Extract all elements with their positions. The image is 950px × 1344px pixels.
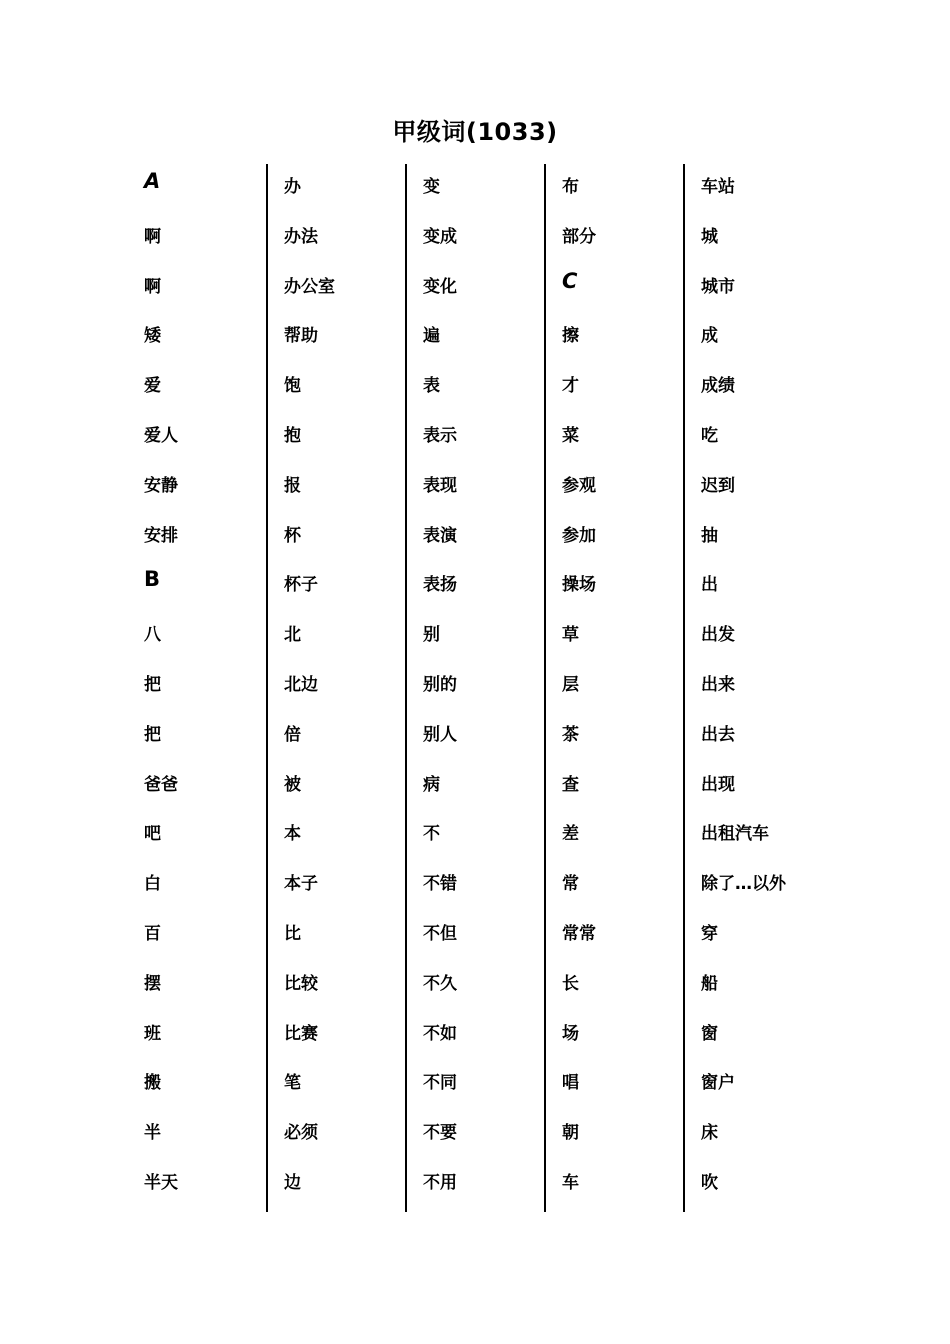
vocab-word: 操场 [562,575,596,596]
vocab-word: 出现 [701,774,735,795]
vocab-word: 布 [562,177,579,197]
vocab-word: 车站 [701,177,735,197]
vocab-word: 笔 [284,1073,301,1094]
vocab-word: 出 [701,575,718,596]
vocab-word: 把 [144,724,161,745]
vocab-word: 城市 [701,276,735,297]
vocab-word: 班 [144,1023,161,1044]
vocab-word: 杯 [284,525,301,546]
vocab-word: 不 [423,824,440,845]
column-divider [683,164,685,1212]
vocab-word: 草 [562,625,579,646]
word-column-3 [423,164,543,1212]
page-title: 甲级词(1033) [392,118,558,146]
vocab-word: 层 [562,674,579,695]
vocab-word: 吧 [144,824,161,845]
vocab-word: 变成 [423,226,457,247]
vocab-word: 比较 [284,973,318,994]
vocab-word: 唱 [562,1073,579,1094]
vocab-word: 窗 [701,1023,718,1044]
vocab-word: 窗户 [701,1073,735,1094]
section-letter: B [144,567,161,592]
vocab-word: 白 [144,874,161,895]
section-letter: C [562,268,578,293]
vocab-word: 表现 [423,475,457,496]
vocab-word: 菜 [562,425,579,446]
vocab-word: 表演 [423,525,457,546]
vocab-word: 穿 [701,923,718,944]
vocab-word: 成绩 [701,376,735,397]
vocab-word: 北边 [284,674,318,695]
vocab-word: 城 [701,226,718,247]
vocab-word: 朝 [562,1123,579,1144]
vocab-word: 迟到 [701,475,735,496]
vocab-word: 别的 [423,674,457,695]
vocab-word: 比赛 [284,1023,318,1044]
vocab-word: 爱 [144,376,161,397]
vocab-word: 抱 [284,425,301,446]
vocab-word: 北 [284,625,301,646]
vocab-word: 船 [701,973,718,994]
vocab-word: 边 [284,1172,301,1193]
vocab-word: 本子 [284,874,318,895]
vocab-word: 办法 [284,226,318,247]
vocab-word: 除了…以外 [701,874,786,895]
vocab-word: 常常 [562,923,596,944]
vocab-word: 饱 [284,376,301,397]
vocab-word: 爸爸 [144,774,178,795]
vocab-word: 必须 [284,1123,318,1144]
vocab-word: 抽 [701,525,718,546]
vocab-word: 比 [284,923,301,944]
vocab-word: 出租汽车 [701,824,769,845]
vocab-word: 办公室 [284,276,335,297]
vocab-word: 场 [562,1023,579,1044]
vocab-word: 啊 [144,276,161,297]
vocab-word: 出去 [701,724,735,745]
vocab-word: 别人 [423,724,457,745]
vocab-word: 不错 [423,874,457,895]
vocab-word: 变化 [423,276,457,297]
vocab-word: 不要 [423,1123,457,1144]
vocab-word: 茶 [562,724,579,745]
vocab-word: 出发 [701,625,735,646]
column-divider [405,164,407,1212]
vocab-word: 常 [562,874,579,895]
vocab-word: 遍 [423,326,440,347]
vocab-word: 长 [562,973,579,994]
word-column-1 [144,164,264,1212]
vocab-word: 不同 [423,1073,457,1094]
vocab-word: 才 [562,376,579,397]
vocab-word: 把 [144,674,161,695]
vocab-word: 查 [562,774,579,795]
vocab-word: 爱人 [144,425,178,446]
vocab-word: 安静 [144,475,178,496]
vocab-word: 摆 [144,973,161,994]
vocab-word: 床 [701,1123,718,1144]
vocab-word: 病 [423,774,440,795]
word-column-5 [701,164,841,1212]
vocab-word: 车 [562,1172,579,1193]
vocab-word: 不但 [423,923,457,944]
vocab-word: 搬 [144,1073,161,1094]
vocab-word: 本 [284,824,301,845]
vocab-word: 半 [144,1123,161,1144]
vocab-word: 参观 [562,475,596,496]
vocab-word: 帮助 [284,326,318,347]
vocab-word: 表 [423,376,440,397]
vocab-word: 部分 [562,226,596,247]
vocab-word: 出来 [701,674,735,695]
vocab-word: 半天 [144,1172,178,1193]
vocab-word: 吃 [701,425,718,446]
vocab-word: 安排 [144,525,178,546]
column-divider [266,164,268,1212]
vocab-word: 不久 [423,973,457,994]
section-letter: A [144,169,161,193]
vocab-word: 杯子 [284,575,318,596]
vocab-word: 百 [144,923,161,944]
vocab-word: 差 [562,824,579,845]
vocab-word: 报 [284,475,301,496]
word-column-4 [562,164,682,1212]
vocab-word: 不用 [423,1172,457,1193]
vocab-word: 矮 [144,326,161,347]
word-column-2 [284,164,404,1212]
vocab-word: 被 [284,774,301,795]
column-divider [544,164,546,1212]
vocab-word: 不如 [423,1023,457,1044]
vocab-word: 办 [284,177,301,197]
vocab-word: 成 [701,326,718,347]
vocab-word: 变 [423,177,440,197]
vocab-word: 擦 [562,326,579,347]
vocab-word: 啊 [144,226,161,247]
vocab-word: 表示 [423,425,457,446]
vocab-word: 别 [423,625,440,646]
vocab-word: 八 [144,625,161,646]
vocab-word: 倍 [284,724,301,745]
vocab-word: 参加 [562,525,596,546]
vocab-word: 吹 [701,1172,718,1193]
vocab-word: 表扬 [423,575,457,596]
